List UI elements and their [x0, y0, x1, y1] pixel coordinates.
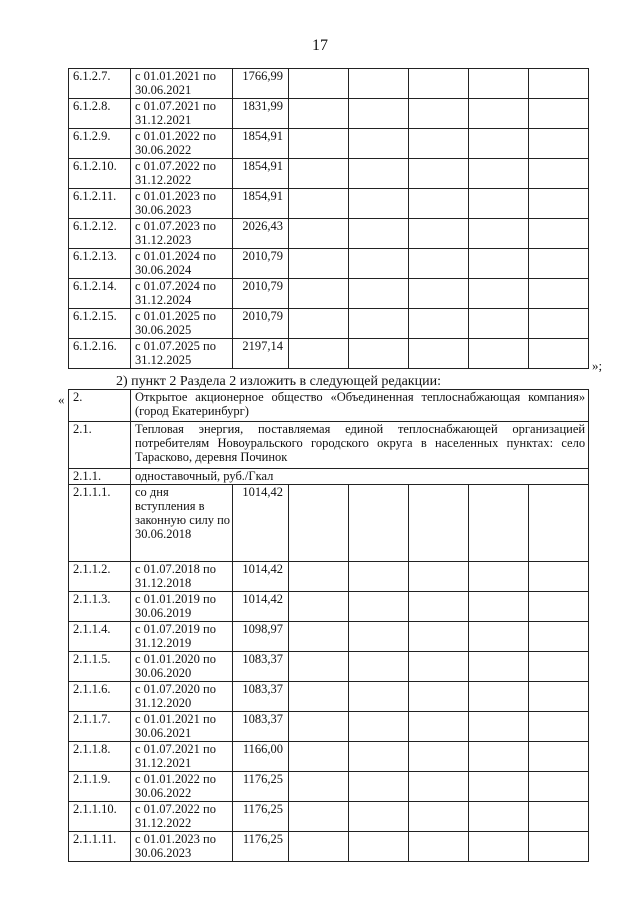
empty-cell: [349, 562, 409, 592]
row-value: 1176,25: [233, 832, 289, 862]
empty-cell: [529, 592, 589, 622]
row-period: с 01.07.2021 по 31.12.2021: [131, 742, 233, 772]
row-number: 6.1.2.7.: [69, 69, 131, 99]
empty-cell: [469, 622, 529, 652]
row-period: с 01.01.2025 по 30.06.2025: [131, 309, 233, 339]
page-number: 17: [312, 37, 328, 54]
empty-cell: [289, 99, 349, 129]
row-number: 6.1.2.12.: [69, 219, 131, 249]
row-value: 1083,37: [233, 712, 289, 742]
table-row: [69, 832, 589, 862]
row-value: 2010,79: [233, 279, 289, 309]
empty-cell: [289, 562, 349, 592]
empty-cell: [409, 562, 469, 592]
empty-cell: [409, 249, 469, 279]
empty-cell: [409, 129, 469, 159]
row-value: 1831,99: [233, 99, 289, 129]
empty-cell: [349, 189, 409, 219]
service-description: Тепловая энергия, поставляемая единой теплоснабжающей организацией потребителям Новоуральского городского округа в населенных пунктах: село Тарасково, деревня Починок: [131, 422, 589, 469]
row-number: 6.1.2.16.: [69, 339, 131, 369]
empty-cell: [289, 279, 349, 309]
empty-cell: [469, 69, 529, 99]
row-value: 1098,97: [233, 622, 289, 652]
empty-cell: [349, 69, 409, 99]
table-row: [69, 622, 589, 652]
table-row: [69, 772, 589, 802]
organization-row: [69, 390, 589, 422]
table-row: [69, 712, 589, 742]
service-row: [69, 422, 589, 469]
empty-cell: [409, 159, 469, 189]
row-number: 2.1.1.5.: [69, 652, 131, 682]
empty-cell: [289, 592, 349, 622]
empty-cell: [409, 832, 469, 862]
row-number: 2.1.1.9.: [69, 772, 131, 802]
empty-cell: [349, 652, 409, 682]
row-period: с 01.07.2024 по 31.12.2024: [131, 279, 233, 309]
empty-cell: [469, 682, 529, 712]
empty-cell: [529, 159, 589, 189]
empty-cell: [409, 485, 469, 562]
row-period: с 01.07.2020 по 31.12.2020: [131, 682, 233, 712]
row-number: 2.1.1.2.: [69, 562, 131, 592]
table-row: [69, 682, 589, 712]
empty-cell: [409, 652, 469, 682]
empty-cell: [349, 219, 409, 249]
empty-cell: [409, 189, 469, 219]
org-name: Открытое акционерное общество «Объединенная теплоснабжающая компания» (город Екатеринбург): [131, 390, 589, 422]
empty-cell: [469, 592, 529, 622]
empty-cell: [469, 249, 529, 279]
empty-cell: [349, 279, 409, 309]
row-value: 2026,43: [233, 219, 289, 249]
row-period: с 01.01.2023 по 30.06.2023: [131, 832, 233, 862]
empty-cell: [529, 339, 589, 369]
empty-cell: [469, 712, 529, 742]
empty-cell: [469, 339, 529, 369]
empty-cell: [409, 339, 469, 369]
row-period: с 01.01.2019 по 30.06.2019: [131, 592, 233, 622]
empty-cell: [349, 99, 409, 129]
empty-cell: [289, 742, 349, 772]
empty-cell: [529, 249, 589, 279]
row-number: 6.1.2.11.: [69, 189, 131, 219]
empty-cell: [529, 772, 589, 802]
empty-cell: [529, 129, 589, 159]
tariff-type-number: 2.1.1.: [69, 469, 131, 485]
row-value: 1854,91: [233, 129, 289, 159]
table-row: [69, 99, 589, 129]
empty-cell: [349, 802, 409, 832]
empty-cell: [469, 129, 529, 159]
row-period: со дня вступления в законную силу по 30.06.2018: [131, 485, 233, 562]
row-number: 6.1.2.8.: [69, 99, 131, 129]
empty-cell: [529, 682, 589, 712]
amendment-instruction: 2) пункт 2 Раздела 2 изложить в следующей редакции:: [116, 374, 441, 389]
table-row: [69, 742, 589, 772]
row-period: с 01.01.2023 по 30.06.2023: [131, 189, 233, 219]
table-row: [69, 802, 589, 832]
empty-cell: [289, 129, 349, 159]
table-row: [69, 249, 589, 279]
empty-cell: [409, 99, 469, 129]
row-number: 6.1.2.13.: [69, 249, 131, 279]
empty-cell: [529, 69, 589, 99]
table-row: [69, 592, 589, 622]
empty-cell: [469, 189, 529, 219]
row-period: с 01.07.2019 по 31.12.2019: [131, 622, 233, 652]
empty-cell: [469, 485, 529, 562]
empty-cell: [409, 622, 469, 652]
row-value: 1083,37: [233, 682, 289, 712]
row-value: 1854,91: [233, 189, 289, 219]
table-row: [69, 189, 589, 219]
row-value: 2010,79: [233, 249, 289, 279]
empty-cell: [469, 802, 529, 832]
row-period: с 01.07.2021 по 31.12.2021: [131, 99, 233, 129]
empty-cell: [529, 279, 589, 309]
empty-cell: [289, 772, 349, 802]
row-period: с 01.01.2024 по 30.06.2024: [131, 249, 233, 279]
empty-cell: [289, 219, 349, 249]
row-period: с 01.01.2022 по 30.06.2022: [131, 129, 233, 159]
empty-cell: [469, 742, 529, 772]
empty-cell: [289, 189, 349, 219]
row-number: 2.1.1.7.: [69, 712, 131, 742]
empty-cell: [349, 832, 409, 862]
table-row: [69, 159, 589, 189]
empty-cell: [409, 69, 469, 99]
tariff-table-continuation: [68, 68, 589, 369]
row-value: 1854,91: [233, 159, 289, 189]
empty-cell: [529, 742, 589, 772]
empty-cell: [289, 622, 349, 652]
empty-cell: [529, 485, 589, 562]
empty-cell: [409, 279, 469, 309]
empty-cell: [349, 772, 409, 802]
tariff-type-label: одноставочный, руб./Гкал: [131, 469, 589, 485]
empty-cell: [529, 712, 589, 742]
empty-cell: [469, 219, 529, 249]
table-row: [69, 279, 589, 309]
empty-cell: [409, 682, 469, 712]
row-value: 1766,99: [233, 69, 289, 99]
empty-cell: [409, 772, 469, 802]
table-row: [69, 485, 589, 562]
table-row: [69, 309, 589, 339]
empty-cell: [289, 802, 349, 832]
row-period: с 01.01.2020 по 30.06.2020: [131, 652, 233, 682]
empty-cell: [409, 742, 469, 772]
empty-cell: [529, 189, 589, 219]
empty-cell: [289, 682, 349, 712]
empty-cell: [349, 622, 409, 652]
row-value: 1014,42: [233, 592, 289, 622]
row-value: 1176,25: [233, 802, 289, 832]
empty-cell: [349, 742, 409, 772]
row-number: 6.1.2.14.: [69, 279, 131, 309]
empty-cell: [469, 159, 529, 189]
empty-cell: [469, 562, 529, 592]
row-period: с 01.01.2021 по 30.06.2021: [131, 69, 233, 99]
row-number: 2.1.1.3.: [69, 592, 131, 622]
row-number: 6.1.2.10.: [69, 159, 131, 189]
row-period: с 01.07.2023 по 31.12.2023: [131, 219, 233, 249]
row-number: 2.1.1.4.: [69, 622, 131, 652]
empty-cell: [529, 562, 589, 592]
table-row: [69, 339, 589, 369]
row-number: 6.1.2.9.: [69, 129, 131, 159]
row-number: 6.1.2.15.: [69, 309, 131, 339]
empty-cell: [289, 339, 349, 369]
empty-cell: [289, 249, 349, 279]
row-value: 1176,25: [233, 772, 289, 802]
empty-cell: [409, 219, 469, 249]
empty-cell: [469, 832, 529, 862]
row-period: с 01.07.2022 по 31.12.2022: [131, 159, 233, 189]
row-value: 1014,42: [233, 485, 289, 562]
empty-cell: [469, 652, 529, 682]
empty-cell: [349, 485, 409, 562]
row-period: с 01.07.2025 по 31.12.2025: [131, 339, 233, 369]
row-value: 1014,42: [233, 562, 289, 592]
empty-cell: [529, 652, 589, 682]
empty-cell: [289, 485, 349, 562]
table-row: [69, 69, 589, 99]
org-number: 2.: [69, 390, 131, 422]
empty-cell: [349, 682, 409, 712]
empty-cell: [349, 249, 409, 279]
empty-cell: [349, 129, 409, 159]
row-value: 2197,14: [233, 339, 289, 369]
empty-cell: [289, 309, 349, 339]
table-row: [69, 129, 589, 159]
empty-cell: [349, 339, 409, 369]
row-period: с 01.07.2022 по 31.12.2022: [131, 802, 233, 832]
empty-cell: [529, 802, 589, 832]
row-value: 1166,00: [233, 742, 289, 772]
empty-cell: [349, 309, 409, 339]
row-number: 2.1.1.1.: [69, 485, 131, 562]
empty-cell: [409, 309, 469, 339]
empty-cell: [529, 832, 589, 862]
empty-cell: [289, 712, 349, 742]
empty-cell: [409, 592, 469, 622]
empty-cell: [289, 832, 349, 862]
empty-cell: [469, 309, 529, 339]
empty-cell: [529, 309, 589, 339]
table-row: [69, 562, 589, 592]
closing-quote: »;: [592, 358, 603, 373]
empty-cell: [469, 279, 529, 309]
opening-quote: «: [58, 392, 65, 407]
empty-cell: [289, 159, 349, 189]
table-row: [69, 219, 589, 249]
empty-cell: [469, 772, 529, 802]
empty-cell: [469, 99, 529, 129]
row-number: 2.1.1.10.: [69, 802, 131, 832]
empty-cell: [529, 622, 589, 652]
empty-cell: [529, 219, 589, 249]
row-value: 1083,37: [233, 652, 289, 682]
empty-cell: [409, 712, 469, 742]
empty-cell: [409, 802, 469, 832]
empty-cell: [349, 712, 409, 742]
empty-cell: [349, 592, 409, 622]
row-period: с 01.07.2018 по 31.12.2018: [131, 562, 233, 592]
row-value: 2010,79: [233, 309, 289, 339]
row-period: с 01.01.2022 по 30.06.2022: [131, 772, 233, 802]
row-period: с 01.01.2021 по 30.06.2021: [131, 712, 233, 742]
empty-cell: [289, 69, 349, 99]
row-number: 2.1.1.8.: [69, 742, 131, 772]
row-number: 2.1.1.11.: [69, 832, 131, 862]
row-number: 2.1.1.6.: [69, 682, 131, 712]
empty-cell: [349, 159, 409, 189]
tariff-type-row: [69, 469, 589, 485]
service-number: 2.1.: [69, 422, 131, 469]
empty-cell: [289, 652, 349, 682]
tariff-table-section-2: [68, 389, 589, 862]
empty-cell: [529, 99, 589, 129]
table-row: [69, 652, 589, 682]
